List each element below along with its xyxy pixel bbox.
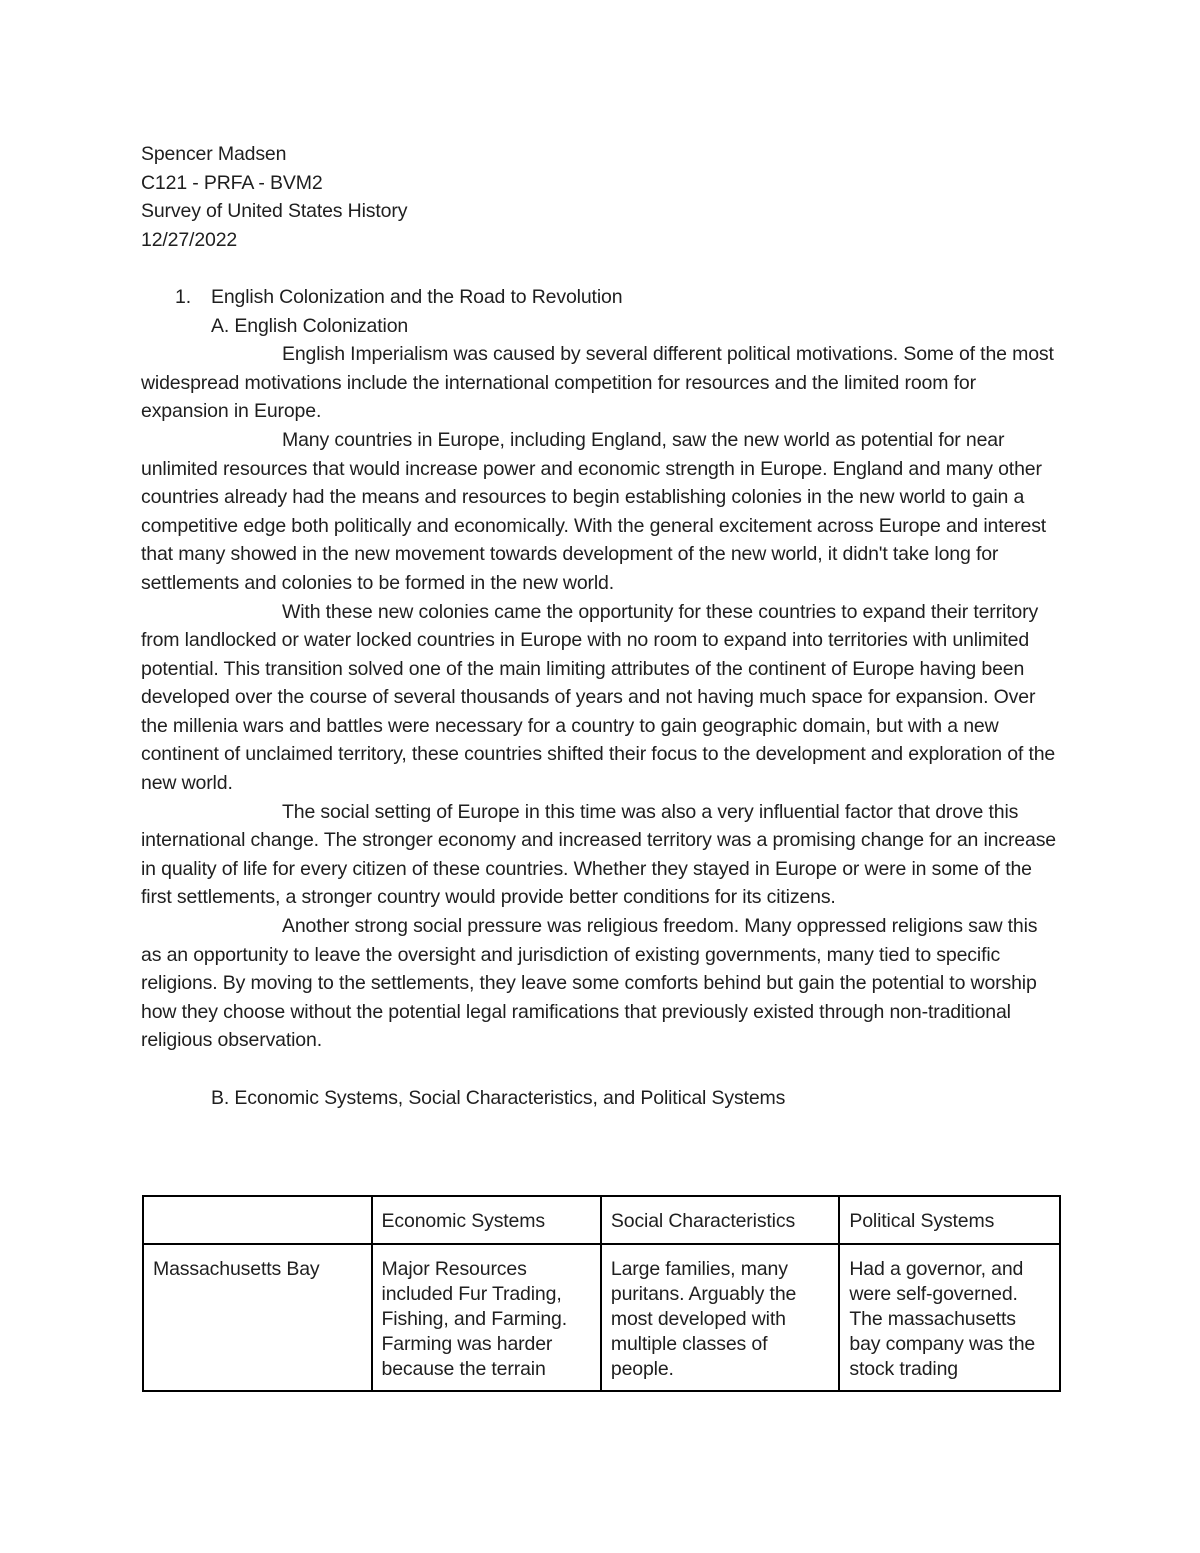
document-date: 12/27/2022	[141, 228, 238, 251]
table-cell-political: Had a governor, and were self-governed. The massachusetts bay company was the stock trading	[839, 1244, 1060, 1391]
colony-comparison-table	[142, 1195, 1061, 1392]
paragraph: Many countries in Europe, including England, saw the new world as potential for near unlimited resources that would increase power and economic strength in Europe. England and many other countries already had the means and resources to begin establishing colonies in the new world to gain a competitive edge both politically and economically. With the general excitement across Europe and interest that many showed in the new movement towards development of the new world, it didn't take long for settlements and colonies to be formed in the new world.	[141, 428, 1047, 594]
section-title: English Colonization and the Road to Revolution	[211, 285, 623, 308]
table-cell-economic: Major Resources included Fur Trading, Fishing, and Farming. Farming was harder because the terrain	[372, 1244, 601, 1391]
table-cell-social: Large families, many puritans. Arguably the most developed with multiple classes of people.	[601, 1244, 839, 1391]
section-1-heading	[141, 283, 1061, 312]
section-number: 1.	[175, 285, 191, 308]
table-row	[143, 1244, 1060, 1391]
document-header	[141, 140, 1061, 254]
course-code: C121 - PRFA - BVM2	[141, 171, 323, 194]
table-header-cell: Economic Systems	[372, 1196, 601, 1244]
paragraph: Another strong social pressure was religious freedom. Many oppressed religions saw this as an opportunity to leave the oversight and jurisdiction of existing governments, many tied to specific religions. By moving to the settlements, they leave some comforts behind but gain the potential to worship how they choose without the potential legal ramifications that previously existed through non-traditional religious observation.	[141, 915, 1038, 1052]
paragraph: With these new colonies came the opportunity for these countries to expand their territory from landlocked or water locked countries in Europe with no room to expand into territories with unlimited potential. This transition solved one of the main limiting attributes of the continent of Europe having been developed over the course of several thousands of years and not having much space for expansion. Over the millenia wars and battles were necessary for a country to gain geographic domain, but with a new continent of unclaimed territory, these countries shifted their focus to the development and exploration of the new world.	[141, 600, 1056, 795]
author-name: Spencer Madsen	[141, 143, 287, 165]
table-cell-colony: Massachusetts Bay	[143, 1244, 372, 1391]
table-header-cell: Social Characteristics	[601, 1196, 839, 1244]
course-title: Survey of United States History	[141, 200, 408, 223]
subsection-b-title: B. Economic Systems, Social Characteristics, and Political Systems	[211, 1086, 786, 1109]
table-header-row	[143, 1196, 1060, 1244]
paragraph: The social setting of Europe in this time was also a very influential factor that drove this international change. The stronger economy and increased territory was a promising change for an increase in quality of life for every citizen of these countries. Whether they stayed in Europe or were in some of the first settlements, a stronger country would provide better conditions for its citizens.	[141, 800, 1056, 909]
subsection-a-title: A. English Colonization	[211, 314, 409, 337]
document-body	[141, 140, 1061, 1112]
table-header-cell	[143, 1196, 372, 1244]
paragraph: English Imperialism was caused by several different political motivations. Some of the most widespread motivations include the international competition for resources and the limited room for expansion in Europe.	[141, 343, 1054, 423]
subsection-b-heading	[141, 1084, 1061, 1113]
subsection-a-heading	[141, 312, 1061, 341]
table-header-cell: Political Systems	[839, 1196, 1060, 1244]
